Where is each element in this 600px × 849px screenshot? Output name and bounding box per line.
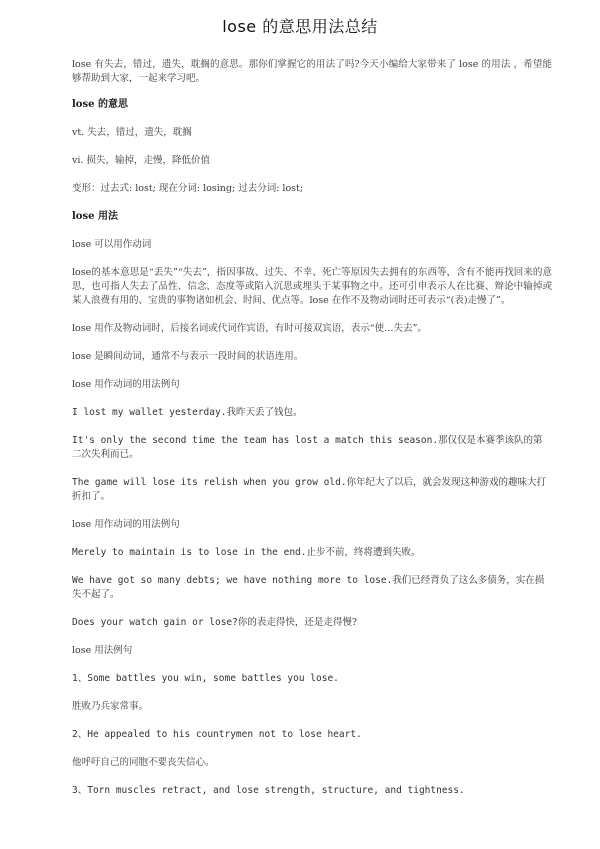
examples-subheading-3: lose 用法例句 [72, 645, 133, 656]
usage-heading: lose 用法 [72, 211, 118, 222]
example-chinese: 止步不前，终将遭到失败。 [306, 547, 421, 558]
example-english: I lost my wallet yesterday. [72, 407, 227, 418]
meaning-heading: lose 的意思 [72, 99, 128, 110]
example-english: It's only the second time the team has lost a match this season. [72, 435, 439, 446]
example-sentence [72, 546, 552, 560]
meaning-vt: vt. 失去，错过，遗失，耽搁 [72, 127, 192, 138]
meaning-vi: vi. 损失，输掉，走慢，降低价值 [72, 155, 210, 166]
example-chinese: 我昨天丢了钱包。 [226, 407, 303, 418]
intro-paragraph: lose 有失去，错过，遗失，耽搁的意思。那你们掌握它的用法了吗?今天小编给大家带来了 lose 的用法 ，希望能够帮助到大家，一起来学习吧。 [72, 59, 552, 84]
example-sentence [72, 406, 552, 420]
document-title: lose 的意思用法总结 [222, 17, 378, 36]
usage-paragraph-instant-verb: lose 是瞬间动词，通常不与表示一段时间的状语连用。 [72, 351, 304, 362]
examples-subheading-1: lose 用作动词的用法例句 [72, 379, 180, 390]
numbered-example-english: 3、Torn muscles retract, and lose strength, structure, and tightness. [72, 785, 465, 796]
example-english: Does your watch gain or lose? [72, 617, 238, 628]
examples-subheading-2: lose 用作动词的用法例句 [72, 519, 180, 530]
example-chinese: 你的表走得快，还是走得慢? [237, 617, 357, 628]
example-chinese: 你年纪大了以后，就会发现这种游戏的趣味大打折扣了。 [72, 477, 547, 502]
numbered-example-chinese: 他呼吁自己的同胞不要丧失信心。 [72, 757, 215, 768]
example-english: Merely to maintain is to lose in the end. [72, 547, 307, 558]
example-sentence [72, 616, 552, 630]
usage-paragraph-basic-meaning: lose的基本意思是“丢失”“失去”，指因事故、过失、不幸、死亡等原因失去拥有的东西等，含有不能再找回来的意思，也可指人失去了品性、信念、态度等或陷入沉思或埋头于某事物之中。还可引申表示人在比赛、辩论中输掉或某人浪费有用的、宝贵的事物诸如机会、时间、优点等。lose 在作不及物动词时还可表示“(表)走慢了”。 [72, 267, 552, 306]
usage-subheading-verb: lose 可以用作动词 [72, 239, 152, 250]
example-chinese: 那仅仅是本赛季该队的第二次失利而已。 [72, 435, 543, 460]
example-english: We have got so many debts; we have nothing more to lose. [72, 575, 393, 586]
numbered-example-english: 2、He appealed to his countrymen not to lose heart. [72, 729, 362, 740]
example-sentence [72, 476, 552, 504]
numbered-example-chinese: 胜败乃兵家常事。 [72, 701, 149, 712]
usage-paragraph-transitive: lose 用作及物动词时，后接名词或代词作宾语，有时可接双宾语，表示“使…失去”。 [72, 323, 427, 334]
example-sentence [72, 574, 552, 602]
numbered-example-english: 1、Some battles you win, some battles you lose. [72, 673, 339, 684]
word-forms: 变形：过去式: lost; 现在分词: losing; 过去分词: lost; [72, 183, 304, 194]
example-english: The game will lose its relish when you grow old. [72, 477, 347, 488]
document-body [72, 58, 552, 812]
example-chinese: 我们已经背负了这么多债务，实在损失不起了。 [72, 575, 545, 600]
example-sentence [72, 434, 552, 462]
